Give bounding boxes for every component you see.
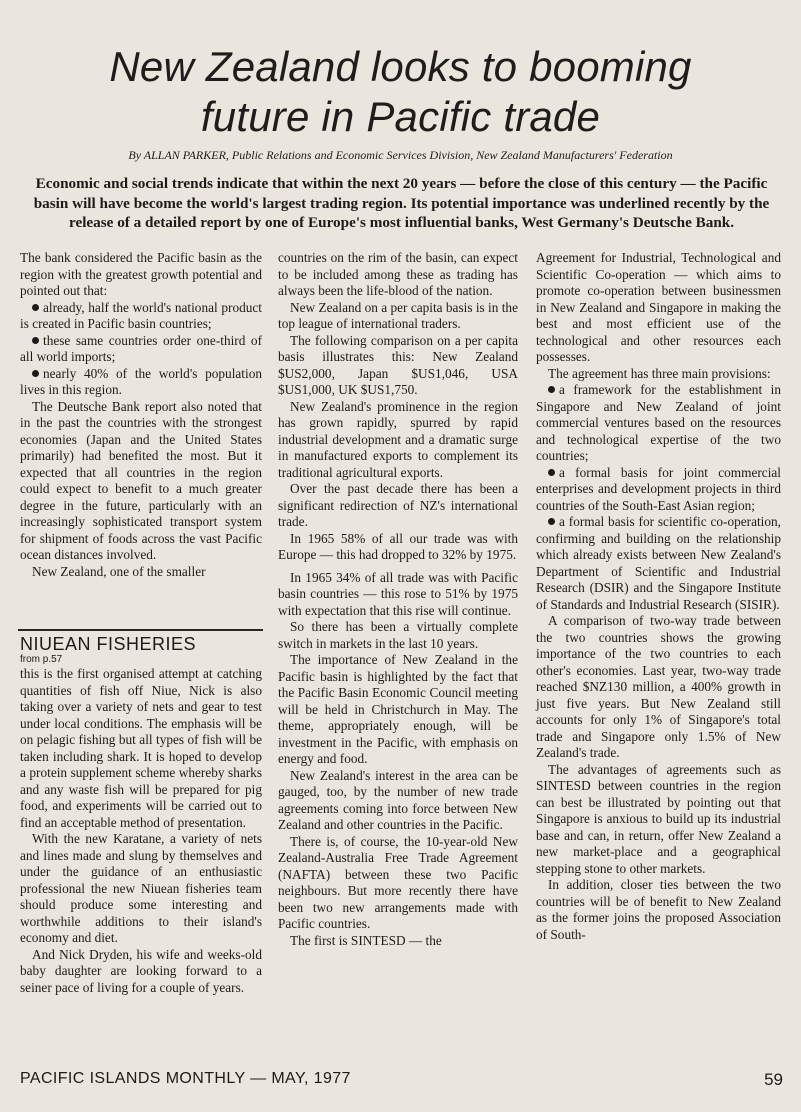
paragraph: The following comparison on a per capita basis illustrates this: New Zealand $US2,000, Japan $US1,046, USA $US1,000, UK $US1,750.: [278, 332, 518, 397]
section-divider: [18, 629, 263, 631]
paragraph: In 1965 58% of all our trade was with Europe — this had dropped to 32% by 1975.: [278, 530, 518, 562]
paragraph: There is, of course, the 10-year-old New Zealand-Australia Free Trade Agreement (NAFTA) between these two Pacific neighbours. But more recently there have been two new arrangements made with Pacific countries.: [278, 833, 518, 931]
bullet-icon: [548, 469, 555, 476]
paragraph: So there has been a virtually complete switch in markets in the last 10 years.: [278, 619, 518, 651]
bullet-text: nearly 40% of the world's population lives in this region.: [20, 365, 262, 397]
bullet-icon: [32, 337, 39, 344]
bullet-item: [536, 382, 781, 465]
column-3: [536, 250, 781, 943]
paragraph: countries on the rim of the basin, can expect to be included among these as trading has always been the life-blood of the nation.: [278, 250, 518, 298]
page-number: 59: [764, 1070, 783, 1089]
bullet-item: [20, 366, 262, 399]
column-2: [278, 250, 518, 949]
paragraph: New Zealand on a per capita basis is in the top league of international traders.: [278, 299, 518, 331]
continued-from-label: from p.57: [20, 654, 63, 665]
section-heading: NIUEAN FISHERIES: [20, 634, 197, 654]
bullet-icon: [32, 370, 39, 377]
bullet-icon: [548, 518, 555, 525]
bullet-text: a formal basis for joint commercial enterprises and development projects in third countries of the South-East Asian region;: [536, 464, 781, 513]
bullet-item: [536, 465, 781, 515]
column-1: [20, 250, 262, 580]
paragraph: A comparison of two-way trade between the two countries shows the growing importance of the two countries to each other's economies. Last year, two-way trade reached $NZ130 million, a 400% growth in just five years. But New Zealand still accounts for only 1% of Singapore's total trade and Singapore only 1.5% of New Zealand's trade.: [536, 613, 781, 760]
fisheries-column: [20, 666, 262, 996]
paragraph: And Nick Dryden, his wife and weeks-old baby daughter are looking forward to a seiner pace of living for a couple of years.: [20, 946, 262, 995]
byline: By ALLAN PARKER, Public Relations and Economic Services Division, New Zealand Manufacturers' Federation: [128, 148, 673, 162]
headline-line-1: New Zealand looks to booming: [109, 43, 692, 90]
paragraph: The advantages of agreements such as SINTESD between countries in the region can best be illustrated by pointing out that Singapore is anxious to build up its industrial base and can, in return, offer New Zealand a new market-place and a geographical stepping stone to other markets.: [536, 761, 781, 876]
bullet-text: already, half the world's national product is created in Pacific basin countries;: [20, 299, 262, 331]
paragraph: In addition, closer ties between the two countries will be of benefit to New Zealand as the former joins the proposed Association of South-: [536, 877, 781, 942]
bullet-item: [20, 300, 262, 333]
paragraph: New Zealand's interest in the area can be gauged, too, by the number of new trade agreements coming into force between New Zealand and other countries in the Pacific.: [278, 767, 518, 832]
paragraph: Agreement for Industrial, Technological and Scientific Co-operation — which aims to promote co-operation between businessmen in New Zealand and Singapore in making the best and most efficient use of the technological and other resources each possesses.: [536, 250, 781, 364]
paragraph: this is the first organised attempt at catching quantities of fish off Niue, Nick is also taking over a variety of nets and gear to test under local conditions. The emphasis will be on pelagic fishing but all types of fish will be taken including shark. It is hoped to develop a protein supplement scheme whereby sharks and any waste fish will be prepared for pig food, and experiments will be carried out to find an acceptable method of presentation.: [20, 666, 262, 830]
headline-line-2: future in Pacific trade: [200, 93, 601, 140]
paragraph: With the new Karatane, a variety of nets and lines made and slung by themselves and under the guidance of an enthusiastic professional the new Niuean fisheries team should produce some interesting and worthwhile additions to their island's economy and diet.: [20, 831, 262, 945]
intro-paragraph: Economic and social trends indicate that within the next 20 years — before the close of this century — the Pacific basin will have become the world's largest trading region. Its potential importance was underlined recently by the release of a detailed report by one of Europe's most influential banks, West Germany's Deutsche Bank.: [33, 175, 770, 231]
bullet-text: a formal basis for scientific co-operation, confirming and building on the relationship which already exists between New Zealand's Department of Scientific and Industrial Research (DSIR) and the Singapore Institute of Standards and Industrial Research (SISIR).: [536, 514, 781, 612]
bullet-item: [20, 333, 262, 366]
paragraph: The agreement has three main provisions:: [548, 365, 771, 381]
paragraph: The first is SINTESD — the: [290, 932, 442, 948]
paragraph: New Zealand, one of the smaller: [32, 563, 206, 579]
bullet-text: a framework for the establishment in Singapore and New Zealand of joint commercial ventures based on the resources and technological expertise of the two countries;: [536, 382, 781, 463]
paragraph: Over the past decade there has been a significant redirection of NZ's international trade.: [278, 481, 518, 529]
paragraph: In 1965 34% of all trade was with Pacific basin countries — this rose to 51% by 1975 with expectation that this rise will continue.: [278, 569, 518, 618]
publication-footer: PACIFIC ISLANDS MONTHLY — MAY, 1977: [20, 1070, 351, 1087]
bullet-icon: [32, 304, 39, 311]
bullet-text: these same countries order one-third of all world imports;: [20, 332, 262, 364]
bullet-item: [536, 514, 781, 613]
paragraph: The bank considered the Pacific basin as the region with the greatest growth potential and pointed out that:: [20, 250, 262, 298]
paragraph: New Zealand's prominence in the region has grown rapidly, spurred by rapid industrial development and a dramatic surge in manufactured exports to complement its traditional agricultural exports.: [278, 398, 518, 480]
paragraph: The Deutsche Bank report also noted that in the past the countries with the strongest economies (Japan and the United States primarily) had benefited the most. But it expected that all countries in the region could expect to benefit to a much greater degree in the future, particularly with an increasingly sophisticated transport system for shipment of foods across the vast Pacific ocean distances involved.: [20, 398, 262, 562]
paragraph: The importance of New Zealand in the Pacific basin is highlighted by the fact that the Pacific Basin Economic Council meeting will be held in Christchurch in May. The theme, appropriately enough, will be investment in the Pacific, with emphasis on energy and food.: [278, 652, 518, 766]
article-headline: [20, 42, 781, 142]
bullet-icon: [548, 386, 555, 393]
